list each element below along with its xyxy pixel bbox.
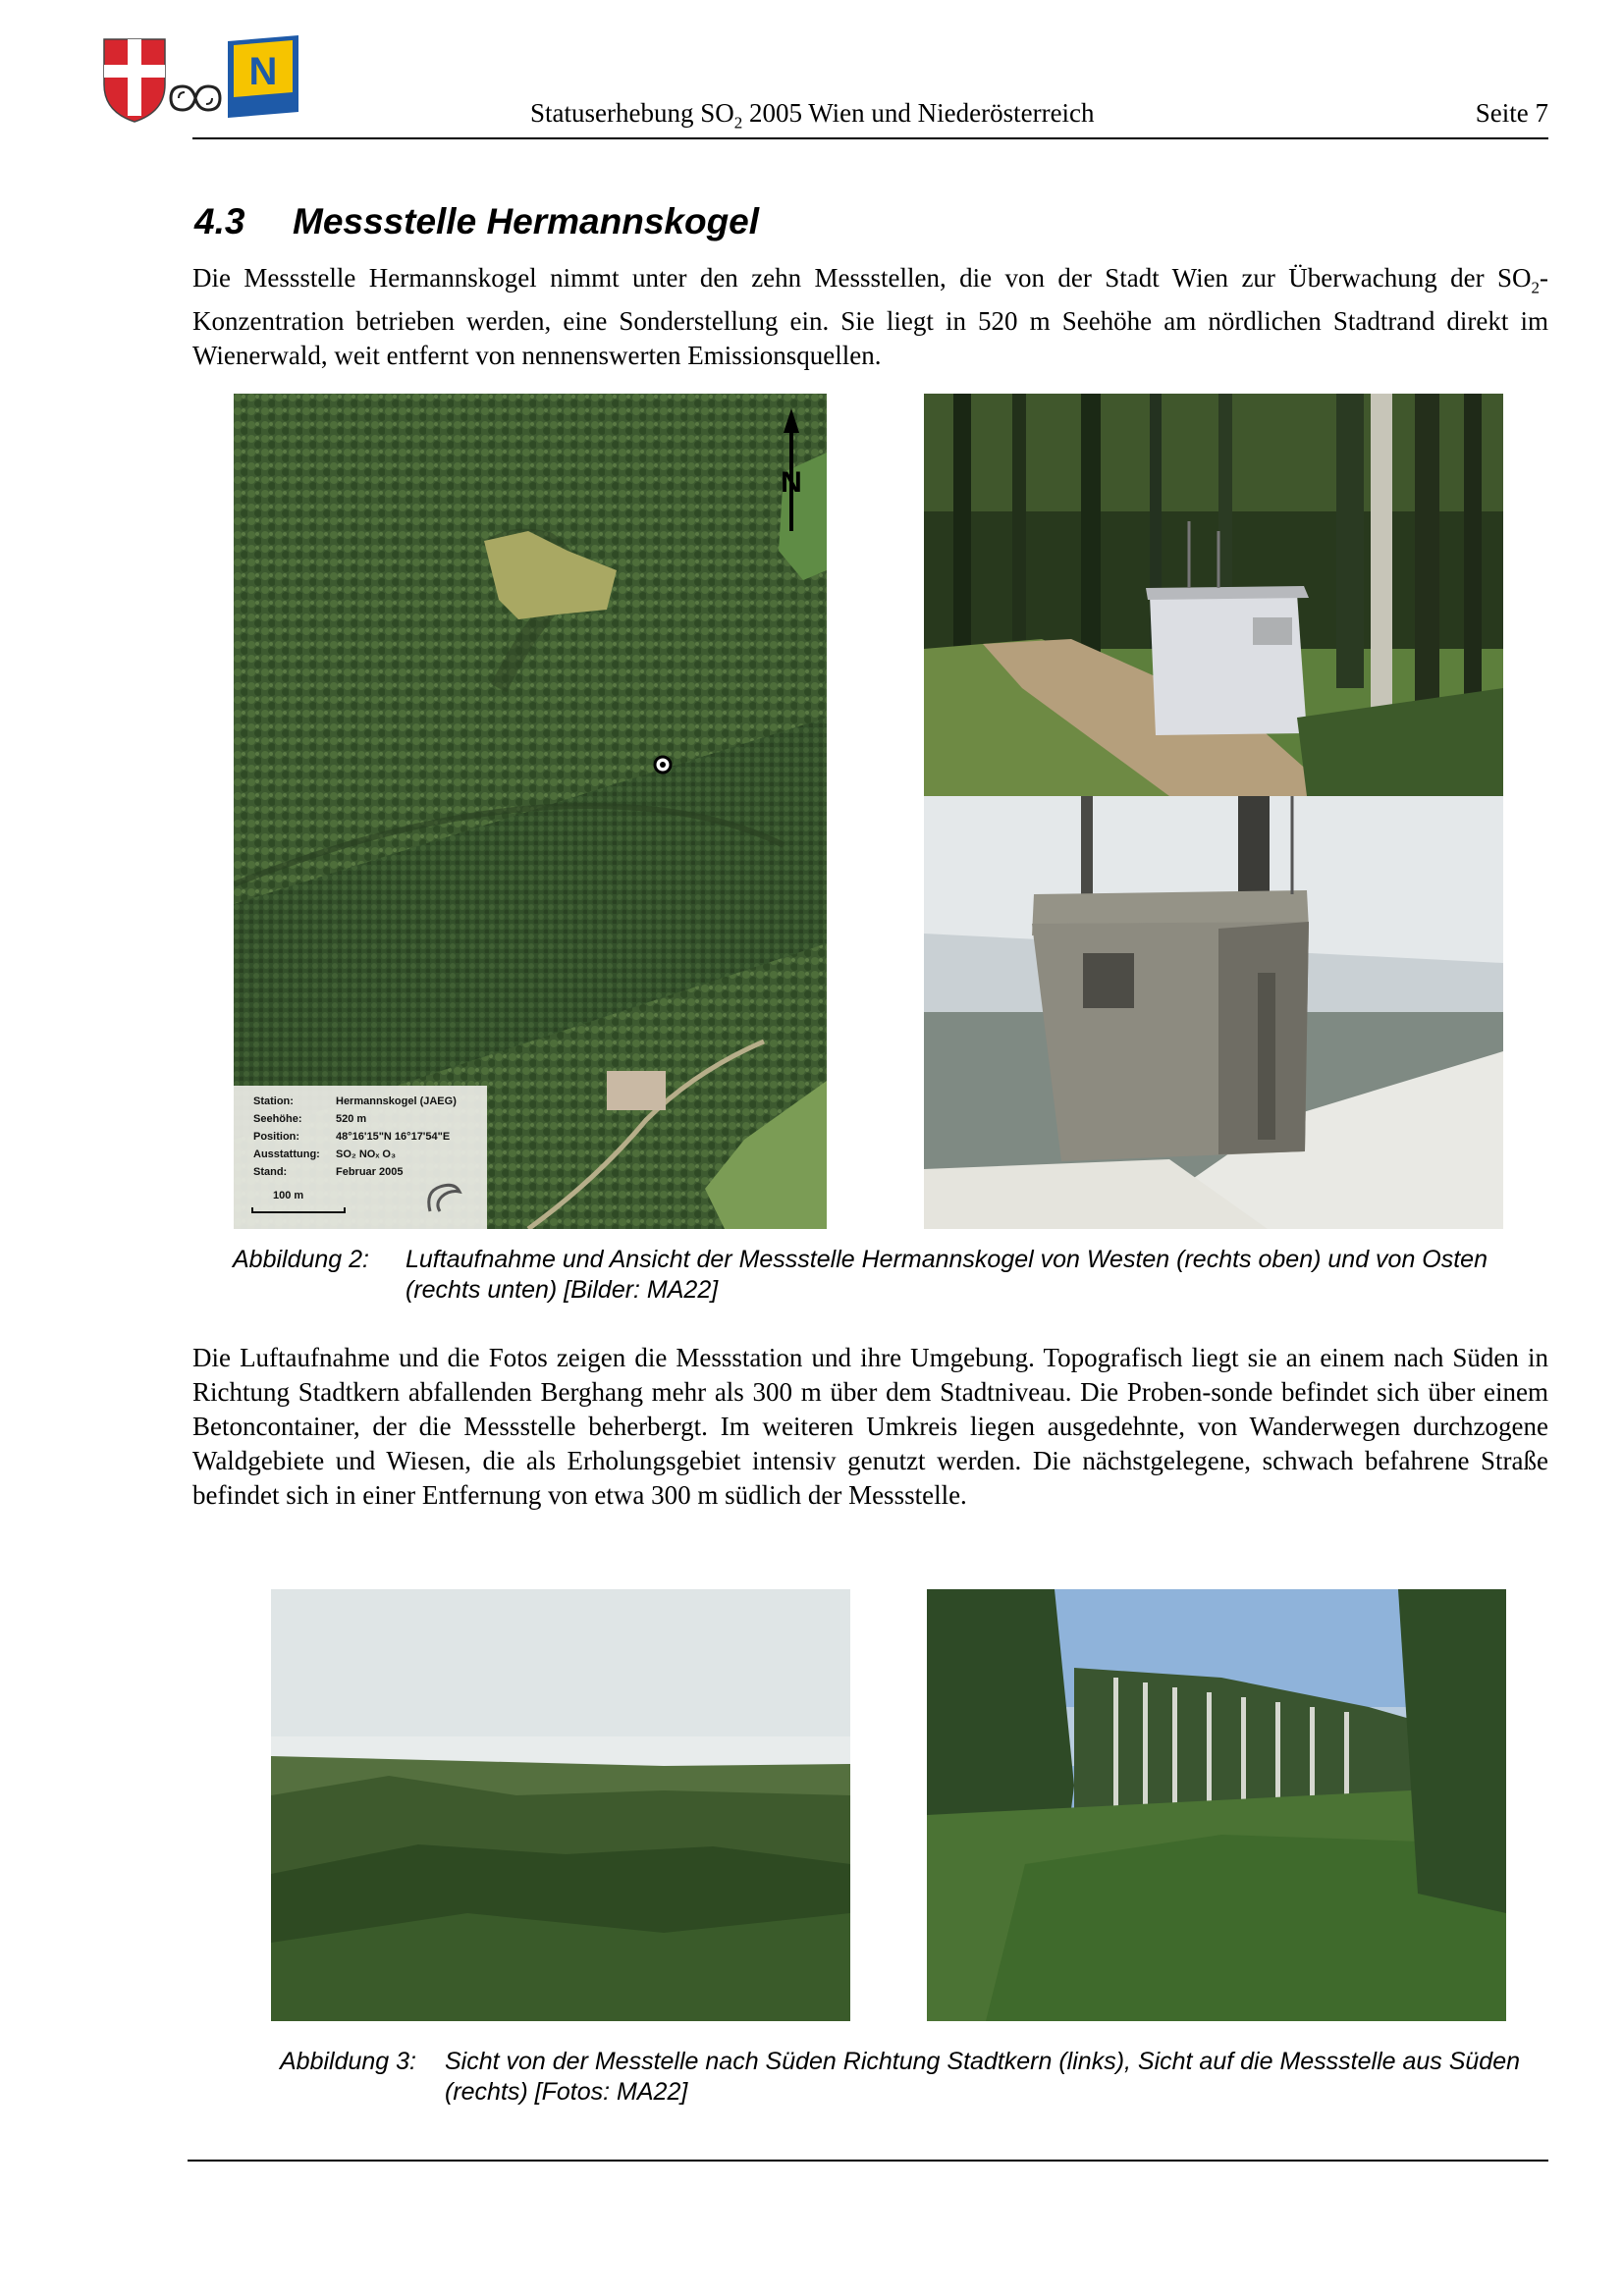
- figure-2-text: Luftaufnahme und Ansicht der Messstelle Hermannskogel von Westen (rechts oben) und von Osten (rechts unten) [Bilder: MA22]: [406, 1246, 1488, 1304]
- station-photo-east: [924, 796, 1503, 1229]
- header-divider: [192, 137, 1548, 139]
- station-from-south-photo: [927, 1589, 1506, 2021]
- scale-bar: [251, 1207, 346, 1213]
- footer-divider: [188, 2160, 1548, 2162]
- ma22-logo: [420, 1172, 469, 1221]
- scale-bar-label: 100 m: [273, 1190, 304, 1201]
- north-arrow-label: N: [781, 466, 802, 499]
- section-heading: [194, 201, 759, 242]
- partnership-link-icon: [165, 80, 226, 116]
- view-south-photo: [271, 1589, 850, 2021]
- page-number: Seite 7: [1475, 98, 1548, 128]
- section-title: Messstelle Hermannskogel: [293, 201, 760, 241]
- intro-paragraph: Die Messstelle Hermannskogel nimmt unter den zehn Messstellen, die von der Stadt Wien zur Überwachung der $SO_2$-Konzentration betrieben werden, eine Sonderstellung ein. Sie liegt in 520 m Seehöhe am nördlichen Stadtrand direkt im Wienerwald, weit entfernt von nennenswerten Emissionsquellen.: [192, 263, 1548, 371]
- aerial-photo: [234, 394, 827, 1229]
- figure-3-label: Abbildung 3:: [280, 2048, 417, 2075]
- aerial-legend: Station: Hermannskogel (JAEG) Seehöhe: 520 m Position: 48°16'15"N 16°17'54"E Ausstattung: SO₂ NOₓ O₃ Stand: Februar 2005 100 m: [234, 1086, 487, 1229]
- noe-logo-letter: N: [248, 50, 278, 93]
- vienna-coat-of-arms-logo: [100, 35, 169, 124]
- station-photo-west: [924, 394, 1503, 796]
- figure-3-text: Sicht von der Messtelle nach Süden Richtung Stadtkern (links), Sicht auf die Messstelle aus Süden (rechts) [Fotos: MA22]: [445, 2048, 1521, 2106]
- lower-austria-logo: [224, 35, 302, 120]
- section-number: 4.3: [194, 201, 245, 241]
- description-paragraph: Die Luftaufnahme und die Fotos zeigen die Messstation und ihre Umgebung. Topografisch liegt sie an einem nach Süden in Richtung Stadtkern abfallenden Berghang mehr als 300 m über dem Stadtniveau. Die Proben-sonde befindet sich über einem Betoncontainer, der die Messstelle beherbergt. Im weiteren Umkreis liegen ausgedehnte, von Wanderwegen durchzogene Waldgebiete und Wiesen, die als Erholungsgebiet intensiv genutzt werden. Die nächstgelegene, schwach befahrene Straße befindet sich in einer Entfernung von etwa 300 m südlich der Messstelle.: [192, 1343, 1548, 1510]
- figure-2-label: Abbildung 2:: [233, 1246, 370, 1273]
- header-title: Statuserhebung $SO_2$ 2005 Wien und Niederösterreich: [530, 98, 1095, 133]
